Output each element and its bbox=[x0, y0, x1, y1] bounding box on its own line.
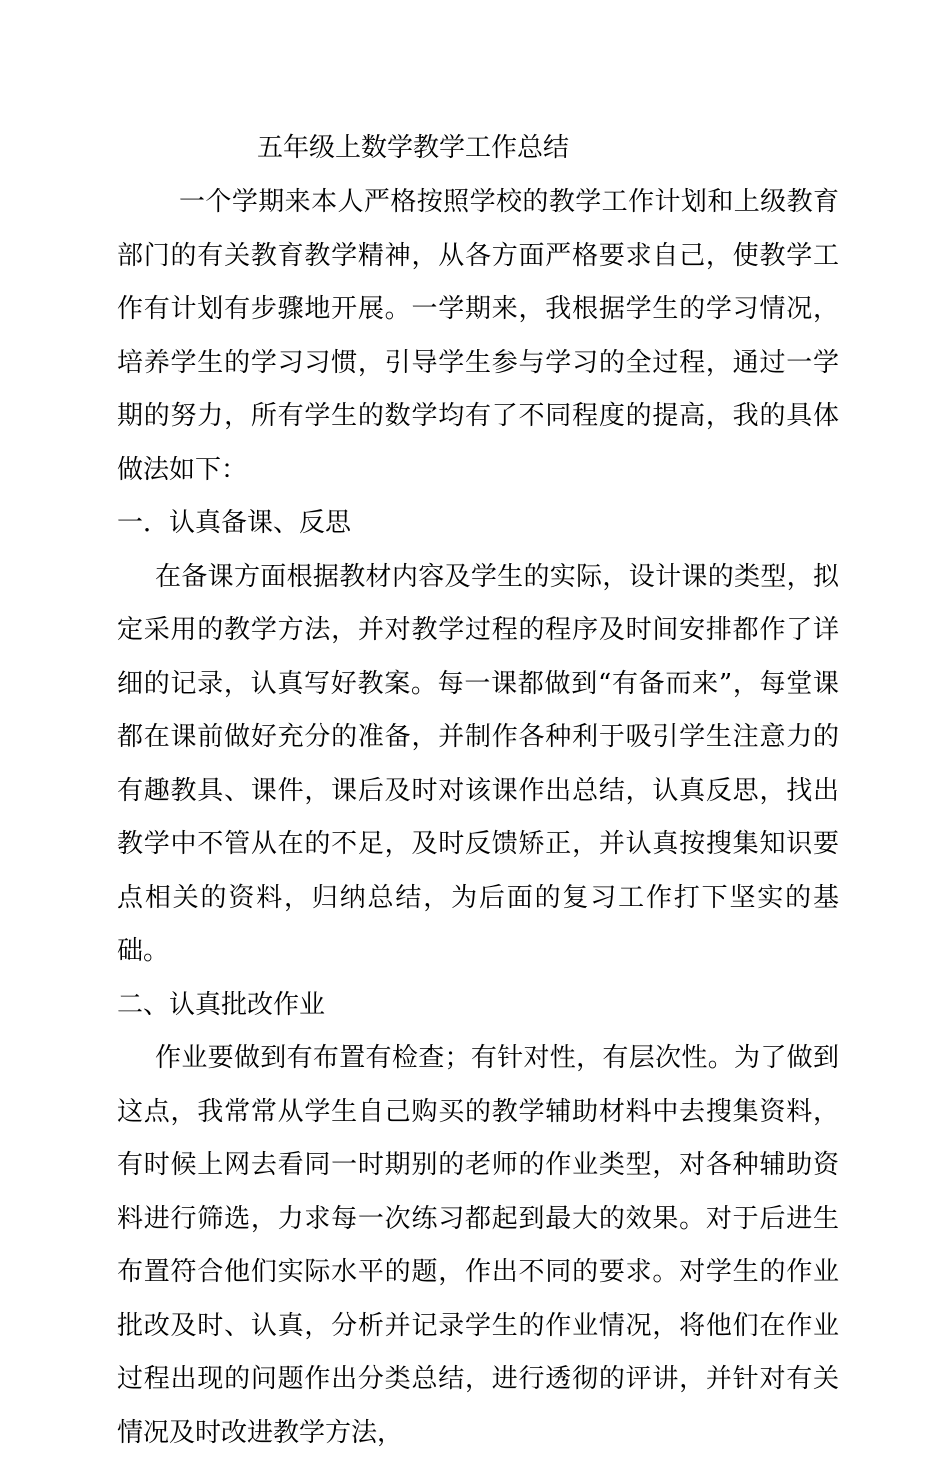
section-heading-1: 一．认真备课、反思 bbox=[117, 508, 352, 538]
document-body bbox=[117, 176, 839, 1460]
section-heading-2: 二、认真批改作业 bbox=[117, 989, 326, 1020]
intro-paragraph: 一个学期来本人严格按照学校的教学工作计划和上级教育部门的有关教育教学精神，从各方面严格要求自己，使教学工作有计划有步骤地开展。一学期来，我根据学生的学习情况，培养学生的学习习惯，引导学生参与学习的全过程，通过一学期的努力，所有学生的数学均有了不同程度的提高，我的具体做法如下： bbox=[117, 187, 839, 485]
document-title: 五年级上数学教学工作总结 bbox=[257, 133, 570, 163]
section-paragraph-1: 在备课方面根据教材内容及学生的实际，设计课的类型，拟定采用的教学方法，并对教学过程的程序及时间安排都作了详细的记录，认真写好教案。每一课都做到“有备而来”，每堂课都在课前做好充分的准备，并制作各种利于吸引学生注意力的有趣教具、课件，课后及时对该课作出总结，认真反思，找出教学中不管从在的不足，及时反馈矫正，并认真按搜集知识要点相关的资料，归纳总结，为后面的复习工作打下坚实的基础。 bbox=[117, 561, 839, 966]
section-paragraph-2: 作业要做到有布置有检查；有针对性，有层次性。为了做到这点，我常常从学生自己购买的教学辅助材料中去搜集资料，有时候上网去看同一时期别的老师的作业类型，对各种辅助资料进行筛选，力求每一次练习都起到最大的效果。对于后进生布置符合他们实际水平的题，作出不同的要求。对学生的作业批改及时、认真，分析并记录学生的作业情况，将他们在作业过程出现的问题作出分类总结，进行透彻的评讲，并针对有关情况及时改进教学方法， bbox=[117, 1043, 839, 1448]
